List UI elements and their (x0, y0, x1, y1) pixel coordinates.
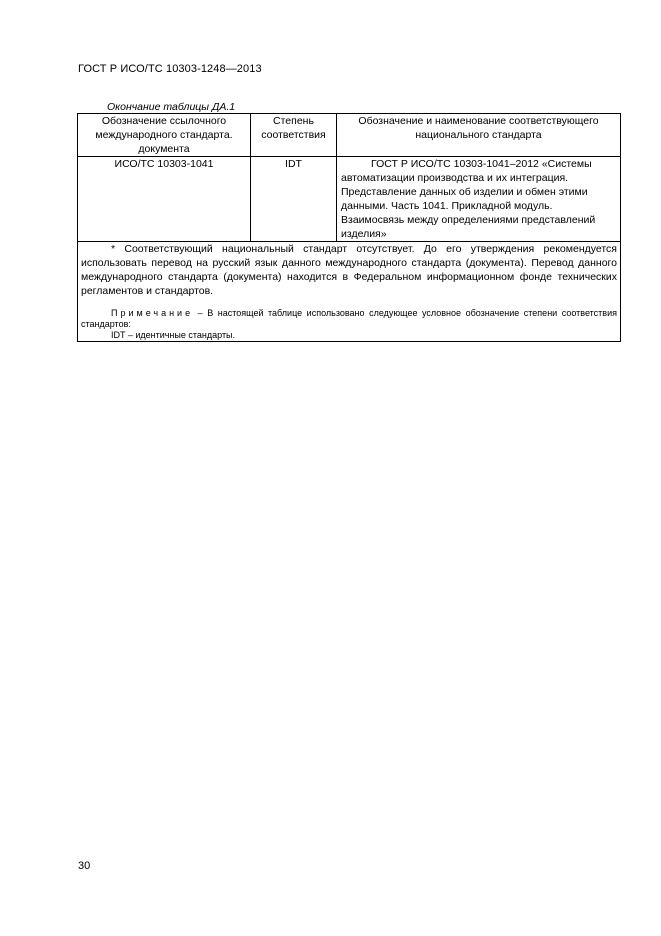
table-row (78, 157, 621, 242)
table-footnote-cell (78, 242, 621, 342)
table-footnote-row (78, 242, 621, 342)
cell-national-text: ГОСТ Р ИСО/ТС 10303-1041–2012 «Системы автоматизации производства и их интеграция. Представление данных об изделии и обмен этими данными. Часть 1041. Прикладной модуль. Взаимосвязь между определениями представлений изделия» (341, 158, 596, 240)
column-header-degree: Степень соответствия (251, 114, 337, 157)
table-caption: Окончание таблицы ДА.1 (107, 101, 236, 113)
document-header: ГОСТ Р ИСО/ТС 10303-1248—2013 (78, 63, 262, 75)
note-label: Примечание (111, 308, 194, 318)
cell-degree: IDT (251, 157, 337, 242)
footnote-text: * Соответствующий национальный стандарт отсутствует. До его утверждения рекомендуется использовать перевод на русский язык данного международного стандарта (документа). Перевод данного международного стандарта (документа) находится в Федеральном информационном фонде технических регламентов и стандартов. (81, 243, 617, 297)
page-number: 30 (78, 860, 91, 872)
note-text: – В настоящей таблице использовано следующее условное обозначение степени соответствия стандартов: (81, 308, 617, 329)
note-paragraph (81, 308, 617, 330)
cell-national (337, 157, 621, 242)
note-item-paragraph (81, 330, 617, 341)
column-header-reference: Обозначение ссылочного международного стандарта. документа (78, 114, 251, 157)
correspondence-table (77, 113, 621, 342)
cell-reference: ИСО/ТС 10303-1041 (78, 157, 251, 242)
note-item: IDT – идентичные стандарты. (111, 330, 236, 340)
footnote-paragraph (81, 242, 617, 298)
table-header-row (78, 114, 621, 157)
column-header-national: Обозначение и наименование соответствующего национального стандарта (337, 114, 621, 157)
